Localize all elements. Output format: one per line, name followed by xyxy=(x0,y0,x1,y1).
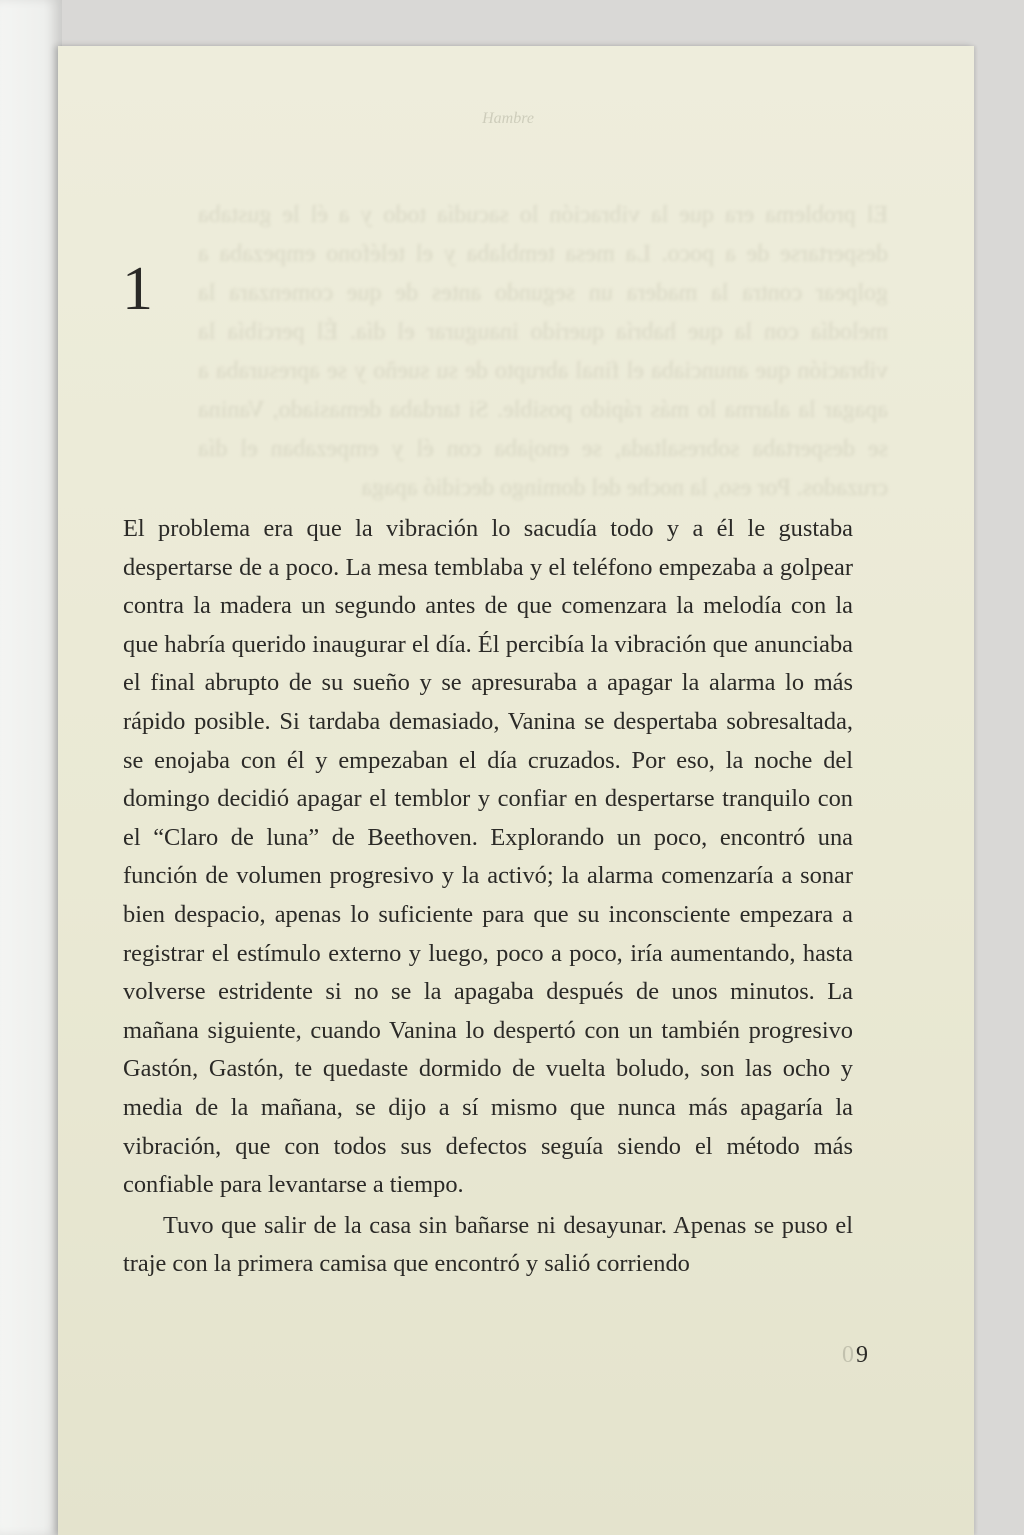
chapter-number: 1 xyxy=(122,254,153,323)
facing-page-edge xyxy=(0,0,62,1535)
paragraph: Tuvo que salir de la casa sin bañarse ni desayunar. Apenas se puso el traje con la primera camisa que encontró y salió corriendo xyxy=(123,1211,853,1278)
body-text xyxy=(123,510,853,1284)
page-number-show-through: 0 xyxy=(842,1342,854,1368)
show-through-text: El problema era que la vibración lo sacudía todo y a él le gustaba despertarse de a poco. La mesa temblaba y el teléfono empezaba a golpear contra la madera un segundo antes de que comenzara la melodía con la que habría querido inaugurar el día. Él percibía la vibración que anunciaba el final abrupto de su sueño y se apresuraba a apagar la alarma lo más rápido posible. Si tardaba demasiado, Vanina se despertaba sobresaltada, se enojaba con él y empezaban el día cruzados. Por eso, la noche del domingo decidió apaga xyxy=(198,202,888,501)
paragraph: El problema era que la vibración lo sacudía todo y a él le gustaba despertarse de a poco. La mesa temblaba y el teléfono empezaba a golpear contra la madera un segundo antes de que comenzara la melodía con la que habría querido inaugurar el día. Él percibía la vibración que anunciaba el final abrupto de su sueño y se apresuraba a apagar la alarma lo más rápido posible. Si tardaba demasiado, Vanina se despertaba sobresaltada, se enojaba con él y empezaban el día cruzados. Por eso, la noche del domingo decidió apagar el temblor y confiar en despertarse tranquilo con el “Claro de luna” de Beethoven. Explorando un poco, encontró una función de volumen progresivo y la activó; la alarma comenzaría a sonar bien despacio, apenas lo suficiente para que su inconsciente empezara a registrar el estímulo externo y luego, poco a poco, iría aumentando, hasta volverse estridente si no se la apagaba después de unos minutos. La mañana siguiente, cuando Vanina lo despertó con un también progresivo Gastón, Gastón, te quedaste dormido de vuelta boludo, son las ocho y media de la mañana, se dijo a sí mismo que nunca más apagaría la vibración, que con todos sus defectos seguía siendo el método más confiable para levantarse a tiempo. xyxy=(123,515,853,1199)
running-head: Hambre xyxy=(482,110,534,127)
page-number xyxy=(842,1342,868,1369)
book-page xyxy=(58,46,974,1535)
page-number-value: 9 xyxy=(856,1342,868,1368)
